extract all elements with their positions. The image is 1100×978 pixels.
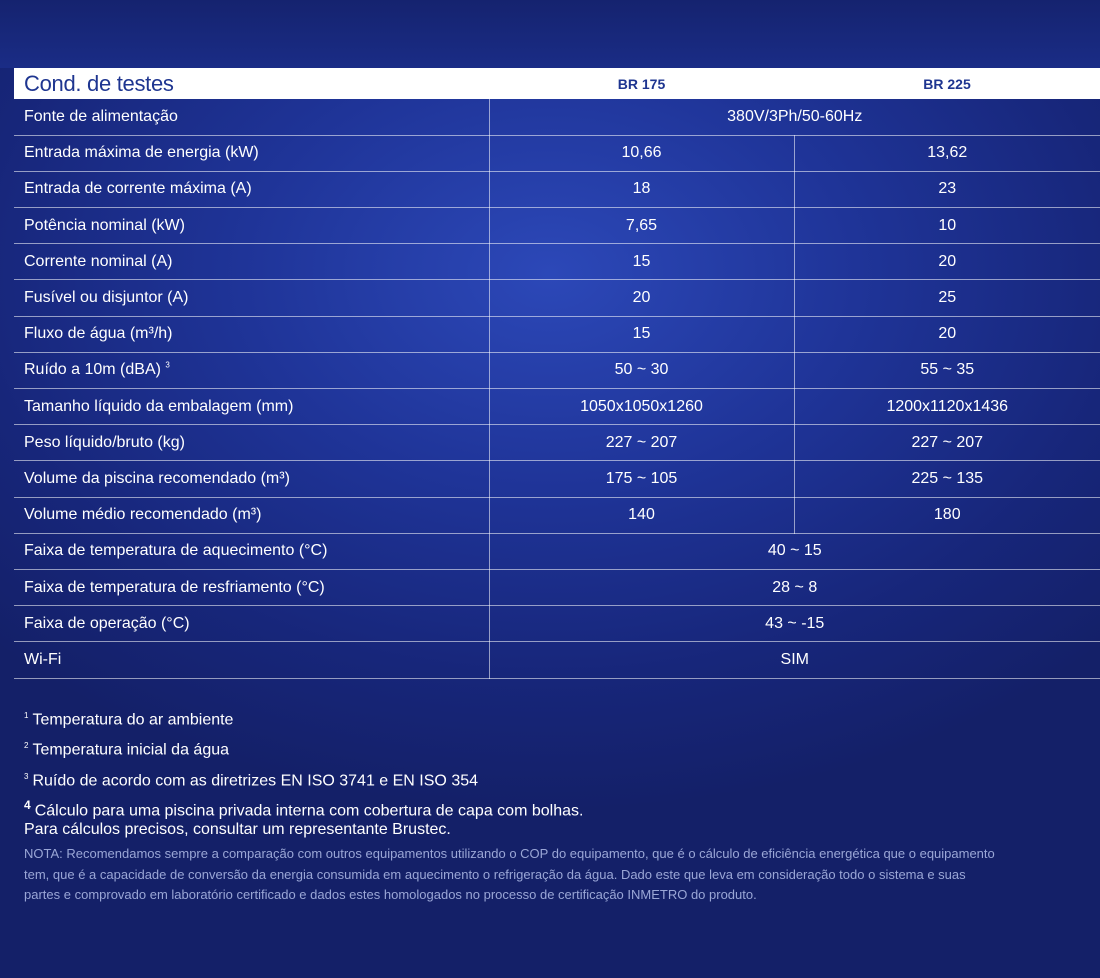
row-value-br175: 227 ~ 207 bbox=[489, 425, 794, 461]
footnote-3 bbox=[24, 764, 1084, 794]
table-row bbox=[14, 425, 1100, 461]
footnote-4-number: 4 bbox=[24, 797, 31, 812]
row-value-br225: 227 ~ 207 bbox=[794, 425, 1100, 461]
row-value-br175: 140 bbox=[489, 497, 794, 533]
row-label: Volume da piscina recomendado (m³) bbox=[24, 469, 290, 487]
row-label-cell bbox=[14, 389, 489, 425]
row-label: Volume médio recomendado (m³) bbox=[24, 506, 262, 524]
footnote-2-number: 2 bbox=[24, 741, 29, 751]
row-label: Ruído a 10m (dBA) bbox=[24, 361, 161, 379]
footnote-4-text-2: Para cálculos precisos, consultar um representante Brustec. bbox=[24, 821, 451, 839]
table-row bbox=[14, 316, 1100, 352]
row-value-shared: 380V/3Ph/50-60Hz bbox=[489, 99, 1100, 135]
spec-table bbox=[14, 68, 1100, 679]
row-label: Potência nominal (kW) bbox=[24, 216, 185, 234]
table-body bbox=[14, 99, 1100, 678]
header-row bbox=[14, 68, 1100, 99]
row-label: Corrente nominal (A) bbox=[24, 252, 173, 270]
row-label-cell bbox=[14, 606, 489, 642]
table-row bbox=[14, 244, 1100, 280]
footnote-1-text: Temperatura do ar ambiente bbox=[32, 711, 234, 729]
row-value-br225: 20 bbox=[794, 316, 1100, 352]
row-value-shared: SIM bbox=[489, 642, 1100, 678]
row-label-cell bbox=[14, 425, 489, 461]
row-value-br175: 175 ~ 105 bbox=[489, 461, 794, 497]
row-label-cell bbox=[14, 135, 489, 171]
notes-section bbox=[24, 703, 1084, 919]
footnote-2-text: Temperatura inicial da água bbox=[32, 741, 230, 759]
table-title: Cond. de testes bbox=[24, 70, 174, 96]
row-label: Fluxo de água (m³/h) bbox=[24, 325, 173, 343]
table-row bbox=[14, 352, 1100, 388]
row-label-cell bbox=[14, 208, 489, 244]
row-label-cell bbox=[14, 497, 489, 533]
row-label-cell bbox=[14, 99, 489, 135]
row-label: Entrada de corrente máxima (A) bbox=[24, 180, 252, 198]
row-label: Faixa de temperatura de resfriamento (°C) bbox=[24, 578, 325, 596]
row-value-br225: 180 bbox=[794, 497, 1100, 533]
row-value-br225: 20 bbox=[794, 244, 1100, 280]
row-value-br175: 18 bbox=[489, 171, 794, 207]
table-row bbox=[14, 208, 1100, 244]
row-value-br175: 20 bbox=[489, 280, 794, 316]
row-value-br175: 15 bbox=[489, 244, 794, 280]
row-label: Entrada máxima de energia (kW) bbox=[24, 144, 259, 162]
row-value-br225: 225 ~ 135 bbox=[794, 461, 1100, 497]
table-row bbox=[14, 461, 1100, 497]
row-label-cell bbox=[14, 244, 489, 280]
row-label: Tamanho líquido da embalagem (mm) bbox=[24, 397, 294, 415]
nota-paragraph: NOTA: Recomendamos sempre a comparação com outros equipamentos utilizando o COP do equipamento, que é o cálculo de eficiência energética que o equipamento tem, que é a capacidade de conversão da energia consumida em aquecimento o refrigeração da água. Dado este que leva em consideração todo o sistema e suas partes e comprovado em laboratório certificado e dados estes homologados no processo de certificação INMETRO do produto. bbox=[24, 846, 995, 903]
row-label-cell bbox=[14, 171, 489, 207]
row-label-cell bbox=[14, 569, 489, 605]
row-footnote-ref: 3 bbox=[165, 361, 170, 371]
row-label-cell bbox=[14, 642, 489, 678]
footnote-2 bbox=[24, 733, 1084, 763]
row-label-cell bbox=[14, 533, 489, 569]
footnote-1-number: 1 bbox=[24, 711, 29, 720]
footnote-1 bbox=[24, 703, 1084, 733]
row-value-br175: 1050x1050x1260 bbox=[489, 389, 794, 425]
row-value-br175: 10,66 bbox=[489, 135, 794, 171]
row-label: Fusível ou disjuntor (A) bbox=[24, 289, 189, 307]
footnote-4 bbox=[24, 796, 1084, 839]
top-band bbox=[0, 0, 1100, 68]
row-value-br175: 15 bbox=[489, 316, 794, 352]
footnote-4-text: Cálculo para uma piscina privada interna com cobertura de capa com bolhas. bbox=[34, 802, 584, 820]
row-value-shared: 28 ~ 8 bbox=[489, 569, 1100, 605]
row-label-cell bbox=[14, 461, 489, 497]
footnote-3-number: 3 bbox=[24, 771, 29, 781]
table-row bbox=[14, 606, 1100, 642]
col-header-br175: BR 175 bbox=[617, 75, 666, 92]
row-label: Wi-Fi bbox=[24, 650, 62, 668]
row-value-br225: 23 bbox=[794, 171, 1100, 207]
row-label: Peso líquido/bruto (kg) bbox=[24, 433, 185, 451]
footnote-3-text: Ruído de acordo com as diretrizes EN ISO 3741 e EN ISO 354 bbox=[32, 771, 479, 789]
row-value-shared: 40 ~ 15 bbox=[489, 533, 1100, 569]
table-row bbox=[14, 280, 1100, 316]
table-row bbox=[14, 99, 1100, 135]
row-value-br175: 50 ~ 30 bbox=[489, 352, 794, 388]
row-value-shared: 43 ~ -15 bbox=[489, 606, 1100, 642]
row-label-cell bbox=[14, 316, 489, 352]
row-value-br175: 7,65 bbox=[489, 208, 794, 244]
row-value-br225: 10 bbox=[794, 208, 1100, 244]
col-header-br225: BR 225 bbox=[923, 75, 971, 92]
table-row bbox=[14, 533, 1100, 569]
row-value-br225: 13,62 bbox=[794, 135, 1100, 171]
row-value-br225: 1200x1120x1436 bbox=[794, 389, 1100, 425]
table-row bbox=[14, 497, 1100, 533]
table-row bbox=[14, 389, 1100, 425]
table-row bbox=[14, 569, 1100, 605]
row-label-cell bbox=[14, 352, 489, 388]
row-value-br225: 25 bbox=[794, 280, 1100, 316]
table-row bbox=[14, 135, 1100, 171]
row-label: Fonte de alimentação bbox=[24, 107, 178, 125]
table-row bbox=[14, 171, 1100, 207]
table-row bbox=[14, 642, 1100, 678]
row-label-cell bbox=[14, 280, 489, 316]
row-label: Faixa de temperatura de aquecimento (°C) bbox=[24, 542, 328, 560]
row-value-br225: 55 ~ 35 bbox=[794, 352, 1100, 388]
row-label: Faixa de operação (°C) bbox=[24, 614, 190, 632]
